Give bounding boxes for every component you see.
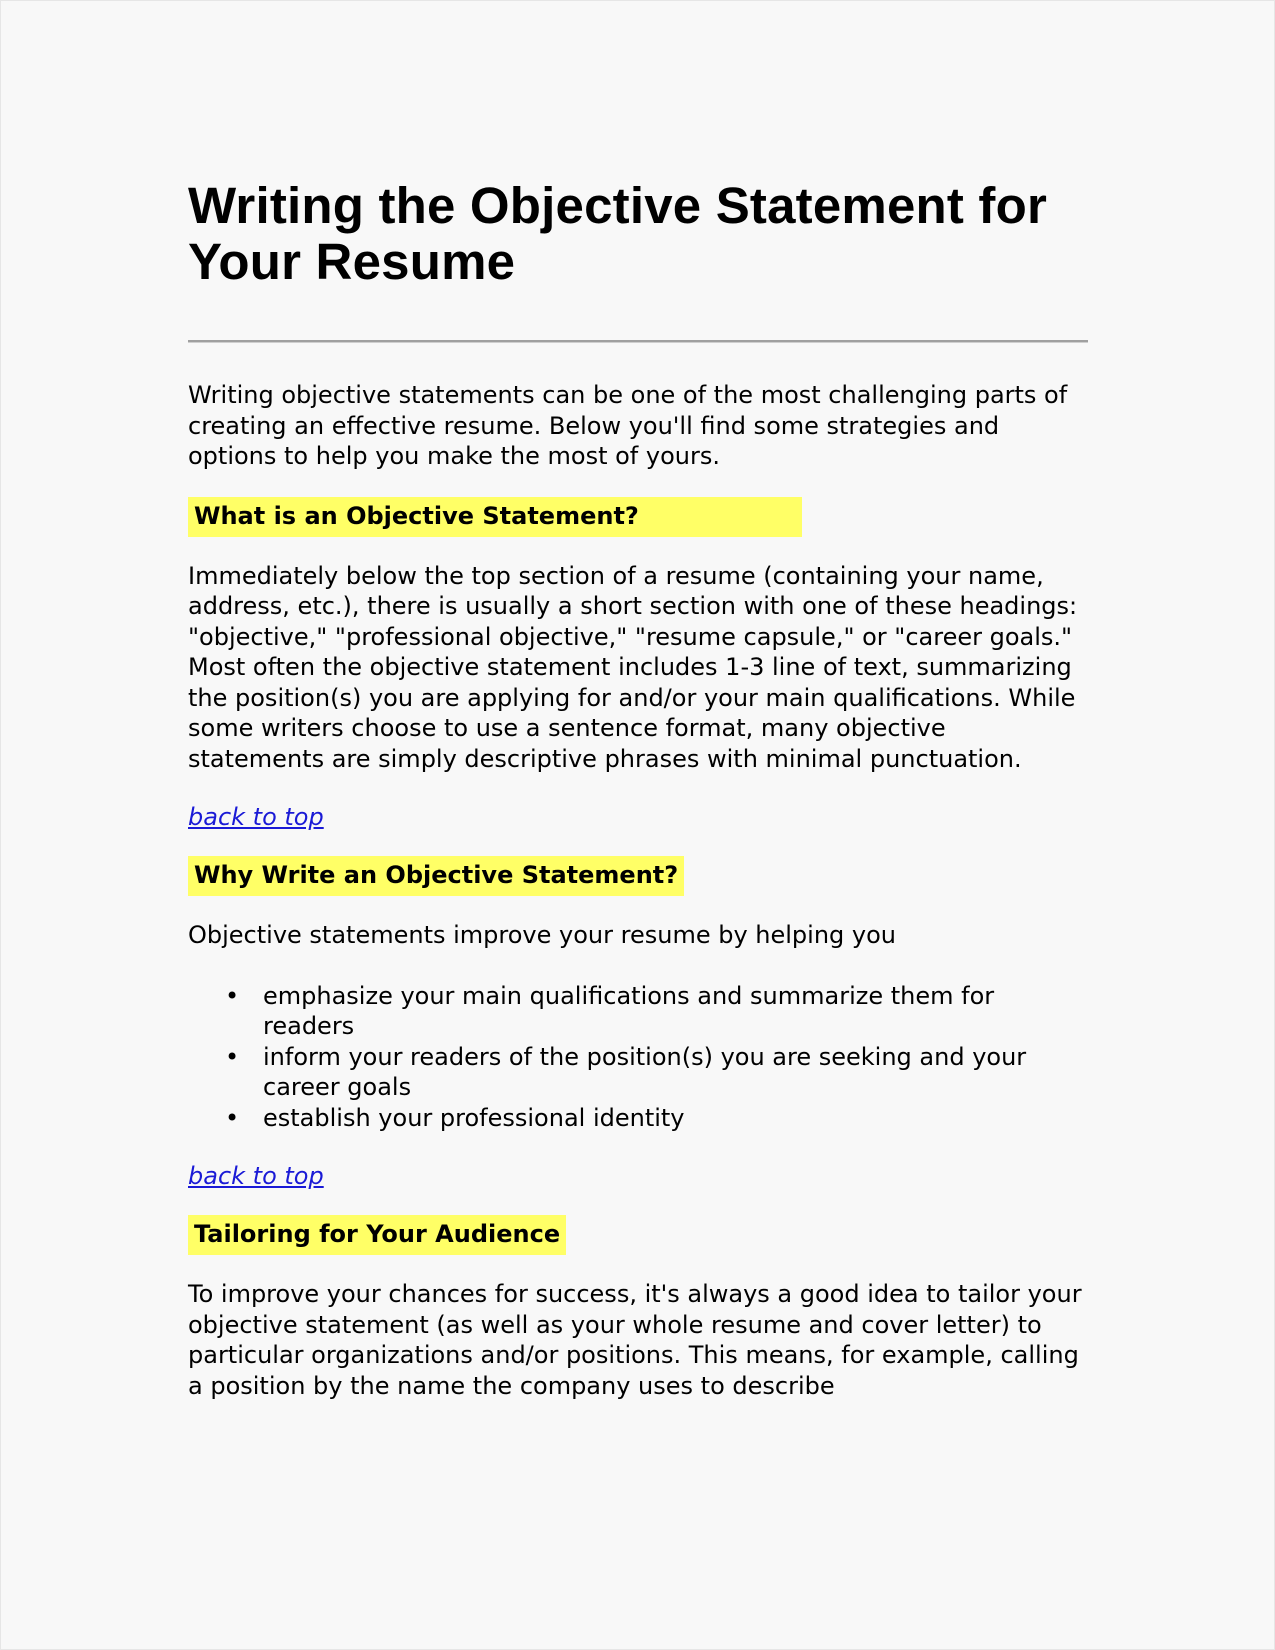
list-item-text: establish your professional identity (263, 1103, 685, 1132)
back-to-top-link[interactable]: back to top (188, 1162, 324, 1190)
list-item-text: emphasize your main qualifications and summarize them for readers (263, 981, 995, 1040)
page-title: Writing the Objective Statement for Your Resume (188, 177, 1048, 290)
bullet-icon: • (225, 1042, 240, 1071)
section-heading-why-write: Why Write an Objective Statement? (188, 856, 684, 896)
bullet-icon: • (225, 981, 240, 1010)
list-item-text: inform your readers of the position(s) you are seeking and your career goals (263, 1042, 1027, 1101)
section-paragraph-tailoring: To improve your chances for success, it's always a good idea to tailor your objective statement (as well as your whole resume and cover letter) to particular organizations and/or positions. This means, for example, calling a position by the name the company uses to describe (188, 1280, 1082, 1400)
document-content (188, 178, 1088, 1401)
list-item (188, 981, 1088, 1042)
back-to-top-link[interactable]: back to top (188, 803, 324, 831)
bullet-icon: • (225, 1103, 240, 1132)
horizontal-rule (188, 340, 1088, 343)
section-heading-what-is: What is an Objective Statement? (188, 497, 802, 537)
benefits-list (188, 981, 1088, 1134)
intro-paragraph: Writing objective statements can be one of the most challenging parts of creating an effective resume. Below you'll find some strategies and options to help you make the most of yours. (188, 381, 1068, 470)
section-paragraph-what-is: Immediately below the top section of a resume (containing your name, address, etc.), there is usually a short section with one of these headings: "objective," "professional objective," "resume capsule," or "career goals." Most often the objective statement includes 1-3 line of text, summarizing the position(s) you are applying for and/or your main qualifications. While some writers choose to use a sentence format, many objective statements are simply descriptive phrases with minimal punctuation. (188, 561, 1078, 773)
list-item (188, 1103, 1088, 1134)
section-heading-tailoring: Tailoring for Your Audience (188, 1215, 566, 1255)
list-item (188, 1042, 1088, 1103)
section-paragraph-why-write: Objective statements improve your resume by helping you (188, 921, 896, 949)
